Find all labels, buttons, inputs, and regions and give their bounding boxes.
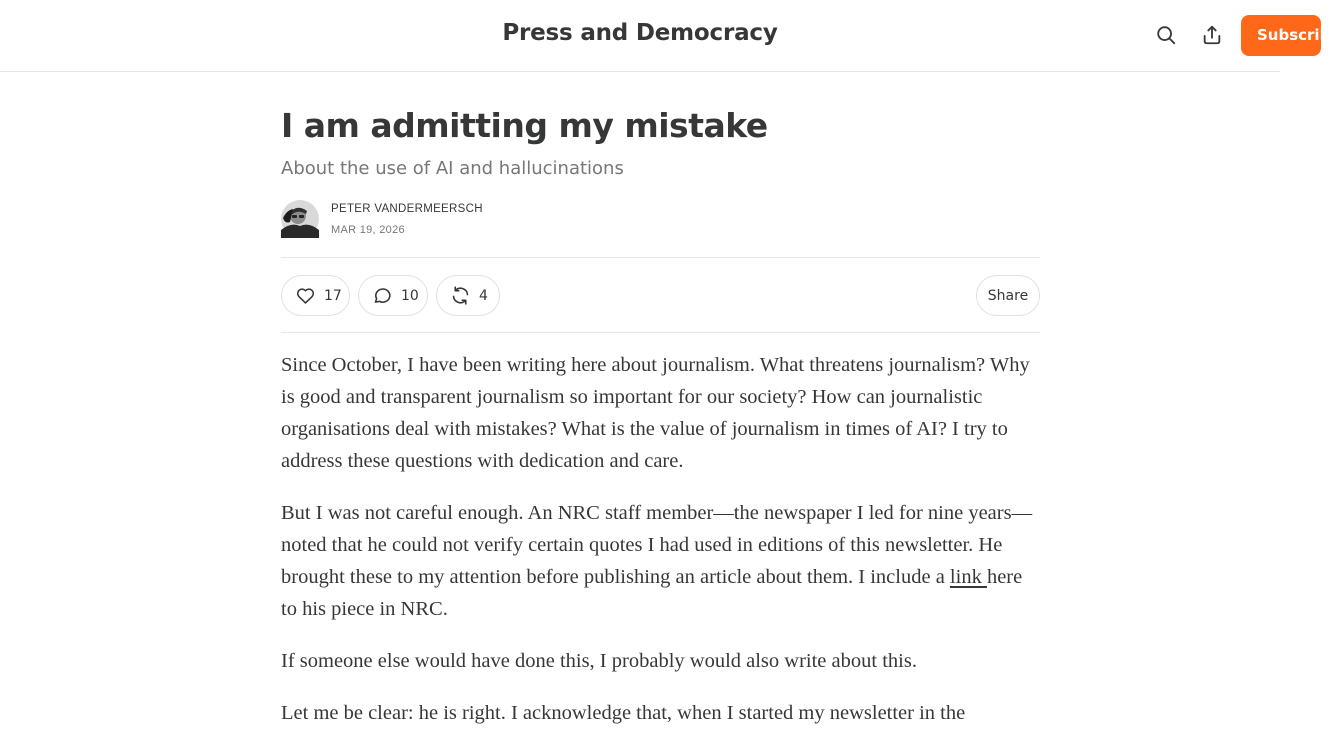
comment-count: 10 [401,287,419,304]
search-icon [1155,24,1177,46]
nrc-article-link[interactable]: link [949,566,987,588]
paragraph-text: here to his piece in NRC. [281,566,1023,620]
body-paragraph-3: If someone else would have done this, I probably would also write about this. [281,650,917,672]
restack-icon [450,285,471,306]
like-button[interactable] [281,275,350,316]
paragraph-text: But I was not careful enough. An NRC staff member—the newspaper I led for nine years—noted that he could not verify certain quotes I had used in editions of this newsletter. He brought these to my attention before publishing an article about them. I include a [281,502,1033,588]
heart-icon [295,285,316,306]
post-date: MAR 19, 2026 [331,224,405,236]
comment-button[interactable] [358,275,428,316]
author-name[interactable]: PETER VANDERMEERSCH [331,203,483,215]
divider [281,257,1040,258]
publication-title[interactable]: Press and Democracy [502,20,778,46]
post-subtitle: About the use of AI and hallucinations [281,158,624,179]
body-paragraph-2 [281,497,1041,625]
body-paragraph-4: Let me be clear: he is right. I acknowledge that, when I started my newsletter in the [281,702,966,724]
share-button[interactable] [976,275,1040,316]
like-count: 17 [324,287,342,304]
author-avatar[interactable] [281,200,319,238]
share-top-button[interactable] [1199,22,1225,48]
post-title: I am admitting my mistake [281,106,768,145]
top-bar [0,0,1341,72]
body-paragraph-1: Since October, I have been writing here about journalism. What threatens journalism? Why is good and transparent journalism so important for our society? How can journalistic organisations deal with mistakes? What is the value of journalism in times of AI? I try to address these questions with dedication and care. [281,354,1030,472]
subscribe-button[interactable]: Subscribe [1241,15,1321,56]
restack-count: 4 [479,287,488,304]
comment-icon [372,285,393,306]
share-label: Share [987,287,1029,304]
search-button[interactable] [1153,22,1179,48]
divider [281,332,1040,333]
restack-button[interactable] [436,275,500,316]
share-upload-icon [1201,24,1223,46]
